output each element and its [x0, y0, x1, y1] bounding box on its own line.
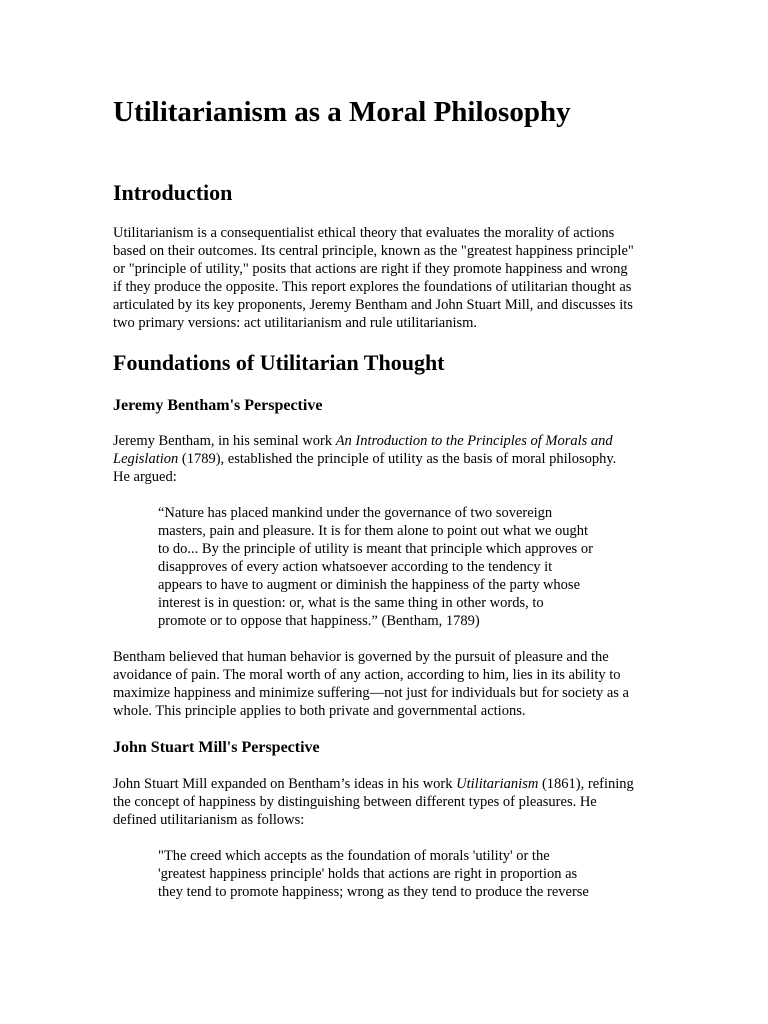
subsection-heading-mill: John Stuart Mill's Perspective	[113, 739, 320, 756]
text-line: Bentham believed that human behavior is governed by the pursuit of pleasure and the	[113, 649, 609, 665]
text-line: avoidance of pain. The moral worth of any action, according to him, lies in its ability to	[113, 667, 621, 683]
text-line: He argued:	[113, 469, 177, 485]
quote-line: "The creed which accepts as the foundation of morals 'utility' or the	[158, 848, 550, 864]
quote-line: promote or to oppose that happiness.” (Bentham, 1789)	[158, 613, 480, 629]
mill-intro-paragraph	[113, 775, 673, 829]
mill-quote	[158, 847, 628, 901]
document-title: Utilitarianism as a Moral Philosophy	[113, 96, 571, 128]
text-run: (1789), established the principle of utility as the basis of moral philosophy.	[178, 451, 617, 467]
text-line	[113, 775, 673, 793]
book-title: Legislation	[113, 451, 179, 467]
text-line: based on their outcomes. Its central principle, known as the "greatest happiness principle"	[113, 243, 634, 259]
text-run: (1861), refining	[538, 776, 634, 792]
text-line: articulated by its key proponents, Jeremy Bentham and John Stuart Mill, and discusses its	[113, 297, 633, 313]
text-line: Utilitarianism is a consequentialist ethical theory that evaluates the morality of actions	[113, 225, 615, 241]
text-line: whole. This principle applies to both private and governmental actions.	[113, 703, 526, 719]
text-run: John Stuart Mill expanded on Bentham’s ideas in his work	[113, 776, 457, 792]
text-line: the concept of happiness by distinguishing between different types of pleasures. He	[113, 794, 597, 810]
bentham-intro-paragraph	[113, 432, 673, 486]
text-line	[113, 450, 673, 468]
section-heading-introduction: Introduction	[113, 180, 233, 205]
text-line: or "principle of utility," posits that actions are right if they promote happiness and wrong	[113, 261, 628, 277]
book-title: An Introduction to the Principles of Morals and	[335, 433, 613, 449]
text-run: Jeremy Bentham, in his seminal work	[113, 433, 336, 449]
bentham-quote	[158, 504, 628, 630]
quote-line: masters, pain and pleasure. It is for them alone to point out what we ought	[158, 523, 589, 539]
text-line: if they produce the opposite. This report explores the foundations of utilitarian thought as	[113, 279, 632, 295]
quote-line: “Nature has placed mankind under the governance of two sovereign	[158, 505, 553, 521]
text-line: two primary versions: act utilitarianism and rule utilitarianism.	[113, 315, 478, 331]
quote-line: they tend to promote happiness; wrong as they tend to produce the reverse	[158, 884, 589, 900]
section-heading-foundations: Foundations of Utilitarian Thought	[113, 350, 445, 375]
quote-line: disapproves of every action whatsoever according to the tendency it	[158, 559, 553, 575]
quote-line: appears to have to augment or diminish the happiness of the party whose	[158, 577, 581, 593]
text-line	[113, 432, 673, 450]
quote-line: 'greatest happiness principle' holds that actions are right in proportion as	[158, 866, 578, 882]
subsection-heading-bentham: Jeremy Bentham's Perspective	[113, 397, 323, 414]
intro-paragraph	[113, 224, 673, 332]
text-line: defined utilitarianism as follows:	[113, 812, 305, 828]
book-title: Utilitarianism	[456, 776, 539, 792]
quote-line: interest is in question: or, what is the same thing in other words, to	[158, 595, 544, 611]
bentham-analysis-paragraph	[113, 648, 673, 720]
text-line: maximize happiness and minimize suffering—not just for individuals but for society as a	[113, 685, 629, 701]
quote-line: to do... By the principle of utility is meant that principle which approves or	[158, 541, 593, 557]
